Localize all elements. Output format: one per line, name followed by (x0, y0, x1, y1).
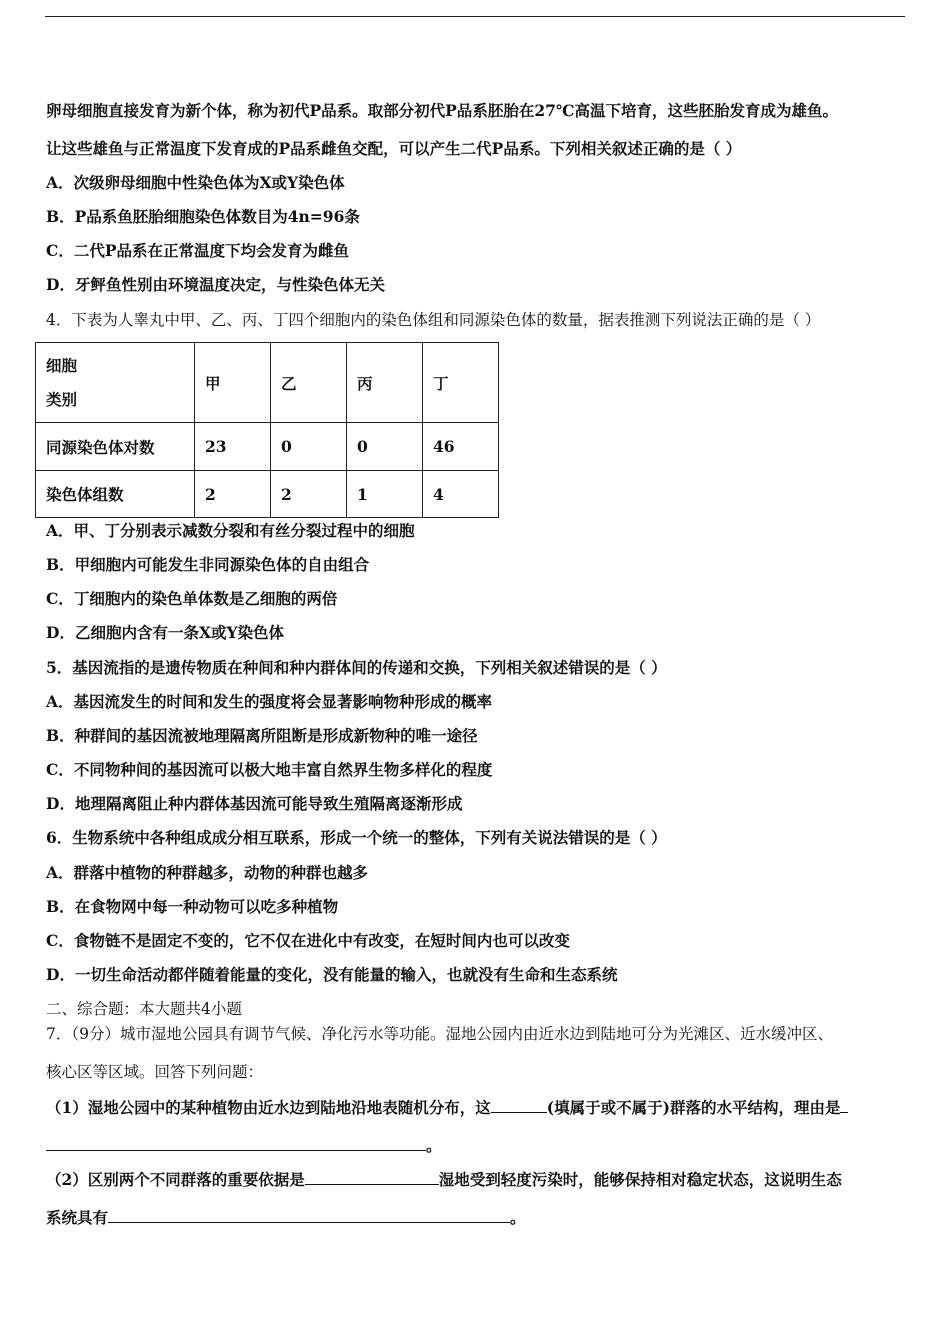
table-cell: 1 (347, 471, 423, 518)
answer-blank[interactable] (491, 1096, 547, 1113)
q5-stem: 5．基因流指的是遗传物质在种间和种内群体间的传递和交换，下列相关叙述错误的是（ ） (46, 658, 667, 677)
answer-blank[interactable] (840, 1096, 848, 1113)
column-header: 乙 (271, 343, 347, 423)
q4-stem: 4．下表为人睾丸中甲、乙、丙、丁四个细胞内的染色体组和同源染色体的数量，据表推测下列说法正确的是（ ） (46, 311, 821, 329)
q7-part-2-text-3: 系统具有 (46, 1208, 109, 1227)
q7-part-1-line-2 (46, 1134, 442, 1156)
table-header-row (36, 343, 499, 423)
table-cell: 46 (423, 423, 499, 471)
q7-part-2-text: （2）区别两个不同群落的重要依据是 (46, 1170, 305, 1189)
q3-option-a: A．次级卵母细胞中性染色体为X或Y染色体 (46, 173, 345, 192)
q6-option-c: C．食物链不是固定不变的，它不仅在进化中有改变，在短时间内也可以改变 (46, 931, 570, 950)
q5-option-b: B．种群间的基因流被地理隔离所阻断是形成新物种的唯一途径 (46, 726, 478, 745)
header-label-line-1: 细胞 (46, 355, 78, 375)
table-row (36, 423, 499, 471)
q7-part-2-period: 。 (510, 1208, 526, 1227)
row-label: 染色体组数 (36, 471, 195, 518)
column-header: 甲 (195, 343, 271, 423)
section-2-heading: 二、综合题：本大题共4小题 (46, 1000, 242, 1018)
q7-part-2-text-2: 湿地受到轻度污染时，能够保持相对稳定状态，这说明生态 (438, 1170, 842, 1189)
q7-part-2-line-2 (46, 1206, 526, 1228)
q4-option-d: D．乙细胞内含有一条X或Y染色体 (46, 623, 285, 642)
header-rule (45, 16, 905, 17)
table-header-label (36, 343, 195, 423)
table-row (36, 471, 499, 518)
q7-stem-line-1: 7．（9分）城市湿地公园具有调节气候、净化污水等功能。湿地公园内由近水边到陆地可分为光滩区、近水缓冲区、 (46, 1025, 833, 1043)
table-cell: 0 (271, 423, 347, 471)
q7-stem-line-2: 核心区等区域。回答下列问题： (46, 1063, 264, 1081)
chromosome-table (35, 342, 499, 518)
q7-part-1-text: （1）湿地公园中的某种植物由近水边到陆地沿地表随机分布，这 (46, 1098, 491, 1117)
q6-stem: 6．生物系统中各种组成成分相互联系，形成一个统一的整体，下列有关说法错误的是（ ） (46, 828, 667, 847)
table-cell: 0 (347, 423, 423, 471)
q7-part-2-line-1 (46, 1168, 842, 1190)
answer-blank[interactable] (46, 1134, 426, 1151)
table-cell: 23 (195, 423, 271, 471)
answer-blank[interactable] (305, 1168, 439, 1185)
q4-option-b: B．甲细胞内可能发生非同源染色体的自由组合 (46, 555, 370, 574)
q6-option-a: A．群落中植物的种群越多，动物的种群也越多 (46, 863, 369, 882)
q3-stem-line-1: 卵母细胞直接发育为新个体，称为初代P品系。取部分初代P品系胚胎在27℃高温下培育，这些胚胎发育成为雄鱼。 (46, 101, 838, 120)
row-label: 同源染色体对数 (36, 423, 195, 471)
q5-option-c: C．不同物种间的基因流可以极大地丰富自然界生物多样化的程度 (46, 760, 493, 779)
q5-option-d: D．地理隔离阻止种内群体基因流可能导致生殖隔离逐渐形成 (46, 794, 463, 813)
q7-part-1-period: 。 (426, 1136, 442, 1155)
q3-option-c: C．二代P品系在正常温度下均会发育为雌鱼 (46, 241, 349, 260)
table-cell: 4 (423, 471, 499, 518)
q7-part-1-hint: (填属于或不属于)群落的水平结构，理由是 (546, 1098, 841, 1117)
column-header: 丙 (347, 343, 423, 423)
q6-option-d: D．一切生命活动都伴随着能量的变化，没有能量的输入，也就没有生命和生态系统 (46, 965, 618, 984)
q3-stem-line-2: 让这些雄鱼与正常温度下发育成的P品系雌鱼交配，可以产生二代P品系。下列相关叙述正确的是（ ） (46, 139, 742, 158)
q6-option-b: B．在食物网中每一种动物可以吃多种植物 (46, 897, 339, 916)
table-cell: 2 (271, 471, 347, 518)
q7-part-1-line-1 (46, 1096, 848, 1118)
q3-option-b: B．P品系鱼胚胎细胞染色体数目为4n=96条 (46, 207, 360, 226)
column-header: 丁 (423, 343, 499, 423)
q4-option-c: C．丁细胞内的染色单体数是乙细胞的两倍 (46, 589, 338, 608)
answer-blank[interactable] (108, 1206, 510, 1223)
q5-option-a: A．基因流发生的时间和发生的强度将会显著影响物种形成的概率 (46, 692, 493, 711)
q4-option-a: A．甲、丁分别表示减数分裂和有丝分裂过程中的细胞 (46, 521, 415, 540)
header-label-line-2: 类别 (46, 389, 78, 409)
q3-option-d: D．牙鲆鱼性别由环境温度决定，与性染色体无关 (46, 275, 385, 294)
table-cell: 2 (195, 471, 271, 518)
